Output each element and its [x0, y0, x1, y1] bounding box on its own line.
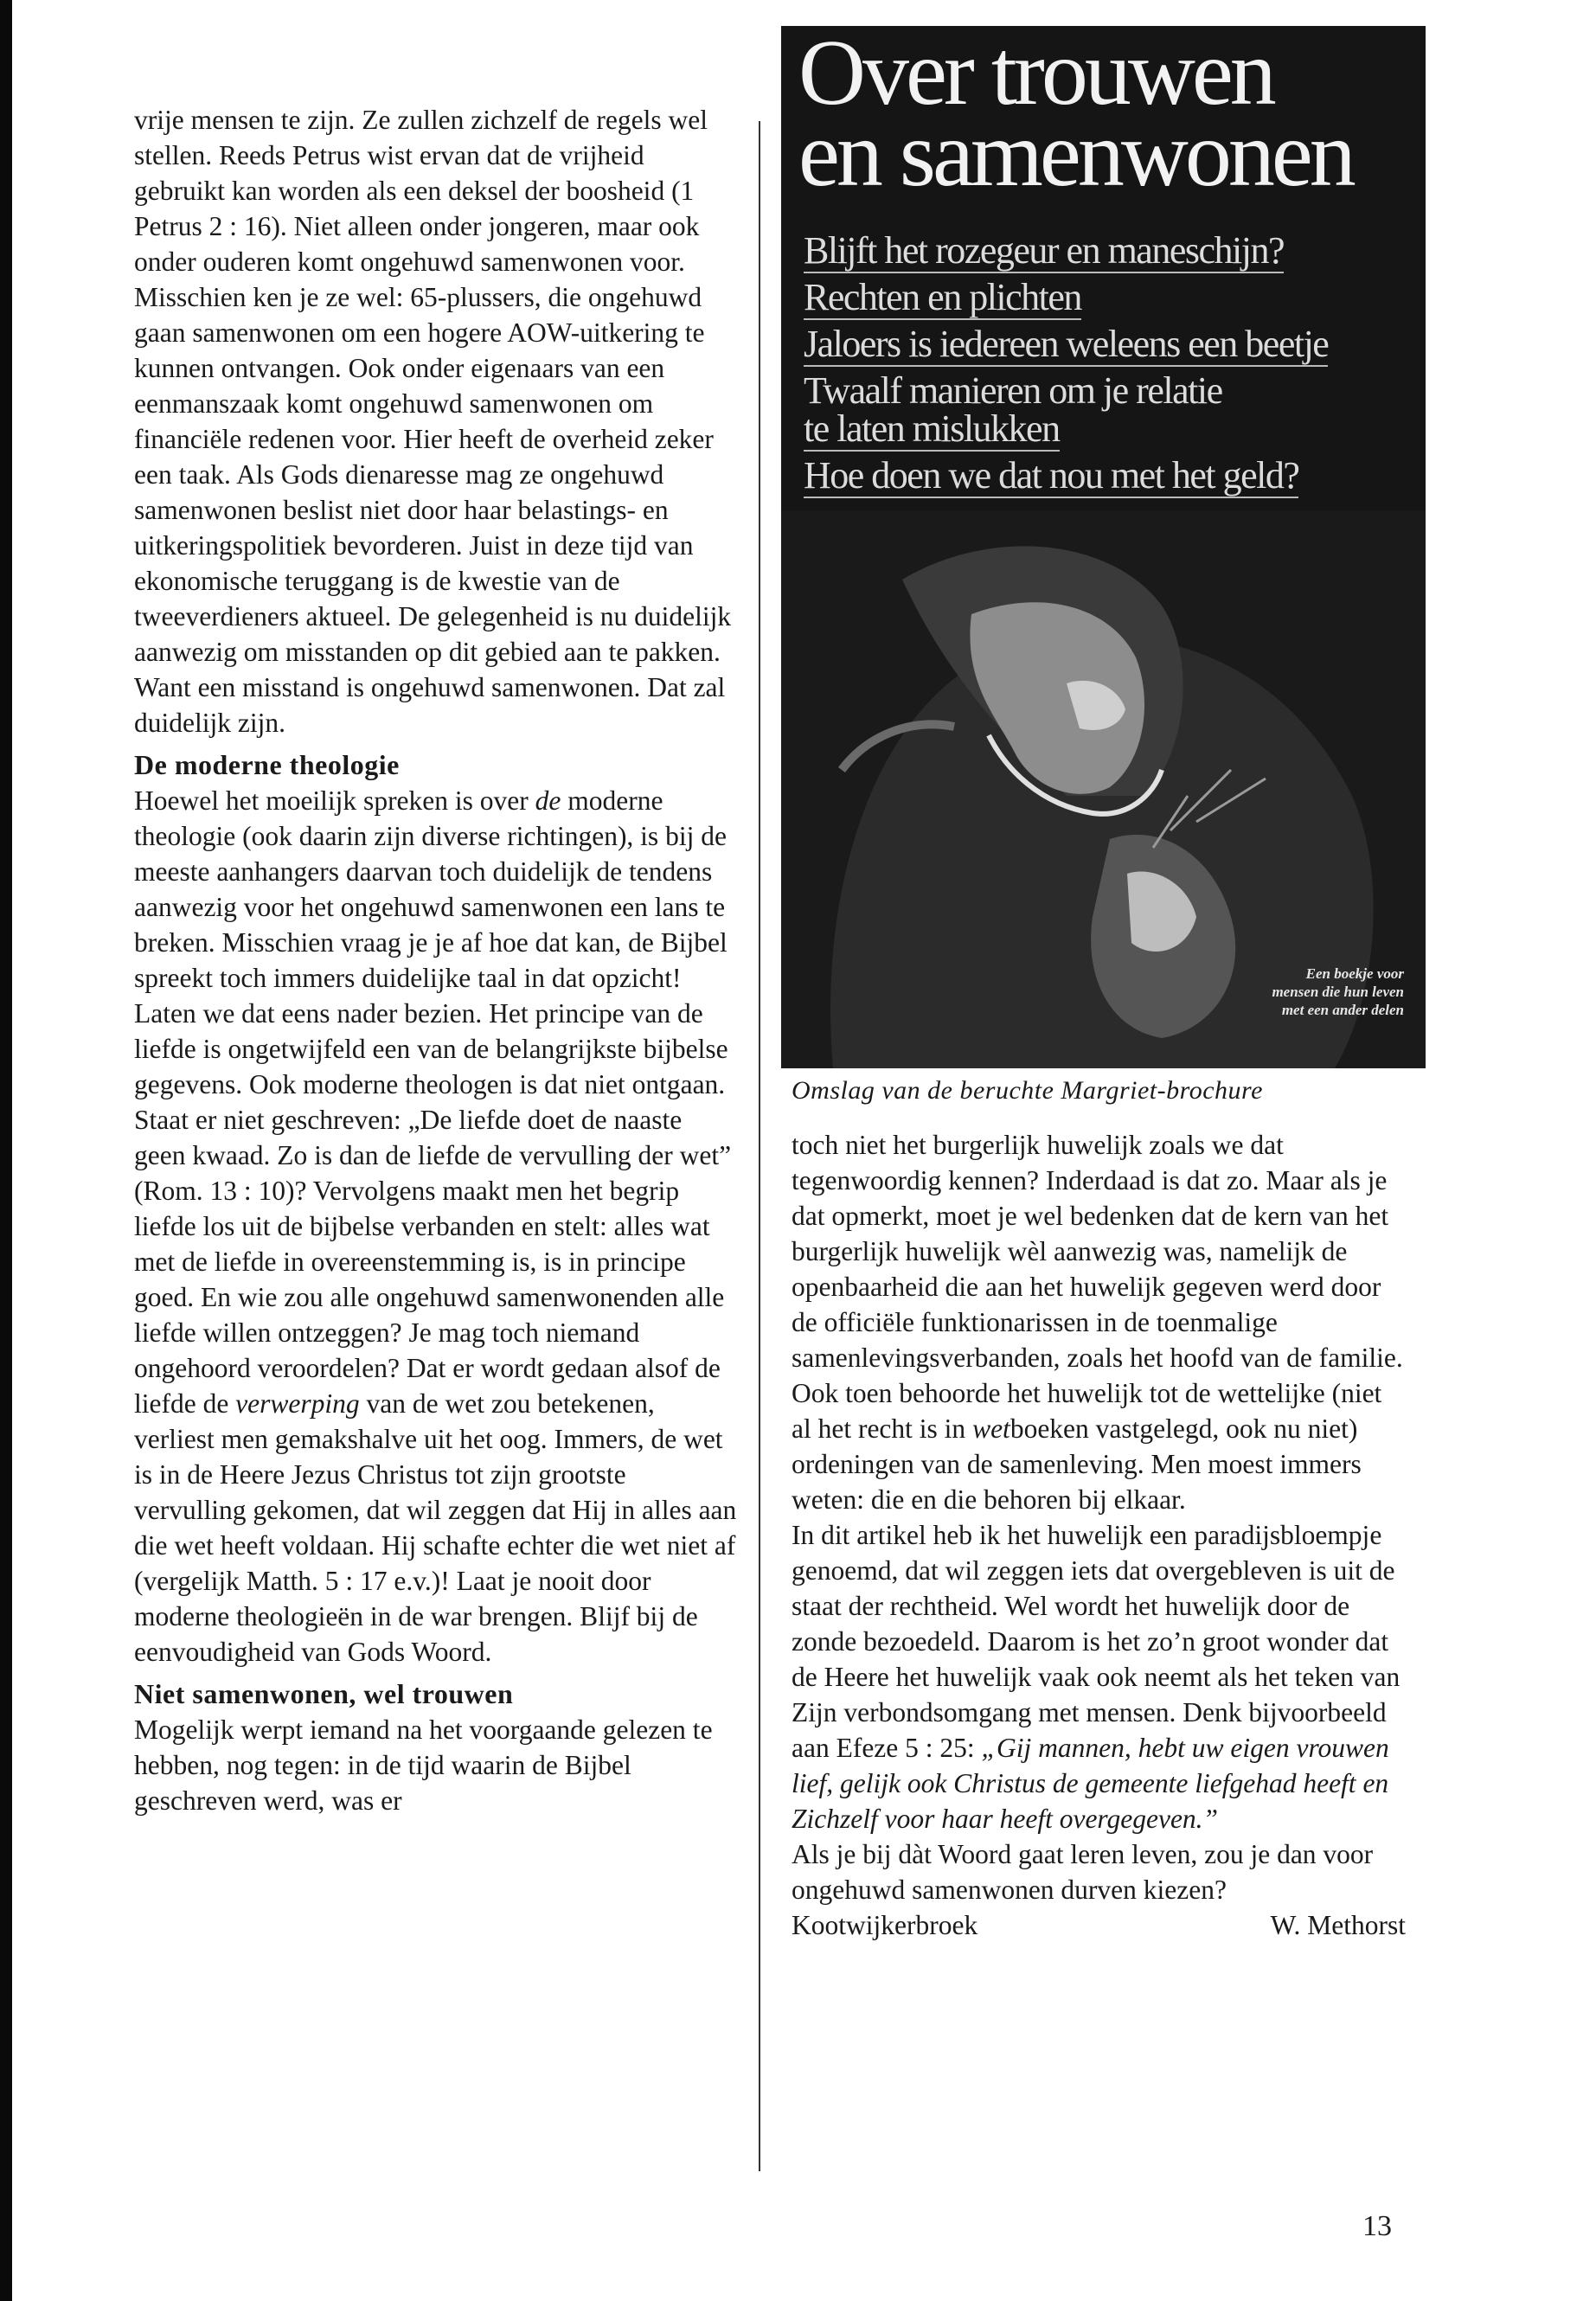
cover-subtitle: Hoe doen we dat nou met het geld?: [804, 454, 1299, 497]
cover-subtitle: Rechten en plichten: [804, 276, 1081, 318]
left-column: [134, 102, 740, 1818]
cover-subtitle: te laten mislukken: [804, 407, 1060, 450]
section-heading: De moderne theologie: [134, 749, 400, 780]
paragraph: vrije mensen te zijn. Ze zullen zichzelf de regels wel stellen. Reeds Petrus wist ervan dat de vrijheid gebruikt kan worden als een deksel der boosheid (1 Petrus 2 : 16). Niet alleen onder jongeren, maar ook onder ouderen komt ongehuwd samenwonen voor. Misschien ken je ze wel: 65-plussers, die ongehuwd gaan samenwonen om een hogere AOW-uitkering te kunnen ontvangen. Ook onder eigenaars van een eenmanszaak komt ongehuwd samenwonen om financiële redenen voor. Hier heeft de overheid zeker een taak. Als Gods dienaresse mag ze ongehuwd samenwonen beslist niet door haar belastings- en uitkeringspolitiek bevorderen. Juist in deze tijd van ekonomische teruggang is de kwestie van de tweeverdieners aktueel. De gelegenheid is nu duidelijk aanwezig om misstanden op dit gebied aan te pakken. Want een misstand is ongehuwd samenwonen. Dat zal duidelijk zijn.: [134, 105, 732, 738]
author-name: W. Methorst: [1270, 1910, 1406, 1940]
cover-title: Over trouwen en samenwonen: [798, 26, 1353, 206]
cover-subtitle: Jaloers is iedereen weleens een beetje: [804, 323, 1329, 365]
paragraph: Als je bij dàt Woord gaat leren leven, zou je dan voor ongehuwd samenwonen durven kiezen?: [792, 1839, 1374, 1905]
brochure-cover-image: [781, 26, 1426, 1068]
section-heading: Niet samenwonen, wel trouwen: [134, 1678, 514, 1709]
column-divider: [759, 121, 760, 2171]
cover-subtitle: Twaalf manieren om je relatie: [804, 369, 1222, 412]
paragraph: Mogelijk werpt iemand na het voorgaande gelezen te hebben, nog tegen: in de tijd waarin de Bijbel geschreven werd, was er: [134, 1715, 713, 1816]
signature-line: [792, 1907, 1406, 1943]
paragraph: In dit artikel heb ik het huwelijk een paradijsbloempje genoemd, dat wil zeggen iets dat overgebleven is uit de staat der rechtheid. Wel wordt het huwelijk door de zonde bezoedeld. Daarom is het zo’n groot wonder dat de Heere het huwelijk vaak ook neemt als het teken van Zijn verbondsomgang met mensen. Denk bijvoorbeeld aan Efeze 5 : 25: „Gij mannen, hebt uw eigen vrouwen lief, gelijk ook Christus de gemeente liefgehad heeft en Zichzelf voor haar heeft overgegeven.”: [792, 1520, 1401, 1834]
right-column: [792, 1127, 1406, 1943]
paragraph: Laten we dat eens nader bezien. Het principe van de liefde is ongetwijfeld een van de belangrijkste bijbelse gegevens. Ook moderne theologen is dat niet ontgaan. Staat er niet geschreven: „De liefde doet de naaste geen kwaad. Zo is dan de liefde de vervulling der wet” (Rom. 13 : 10)? Vervolgens maakt men het begrip liefde los uit de bijbelse verbanden en stelt: alles wat met de liefde in overeenstemming is, is in principe goed. En wie zou alle ongehuwd samenwonenden alle liefde willen ontzeggen? Je mag toch niemand ongehoord veroordelen? Dat er wordt gedaan alsof de liefde de verwerping van de wet zou betekenen, verliest men gemakshalve uit het oog. Immers, de wet is in de Heere Jezus Christus tot zijn grootste vervulling gekomen, dat wil zeggen dat Hij in alles aan die wet heeft voldaan. Hij schafte echter die wet niet af (vergelijk Matth. 5 : 17 e.v.)! Laat je nooit door moderne theologieën in de war brengen. Blijf bij de eenvoudigheid van Gods Woord.: [134, 998, 737, 1667]
paragraph: Hoewel het moeilijk spreken is over de moderne theologie (ook daarin zijn diverse richtingen), is bij de meeste aanhangers daarvan toch duidelijk de tendens aanwezig voor het ongehuwd samenwonen een lans te breken. Misschien vraag je je af hoe dat kan, de Bijbel spreekt toch immers duidelijke taal in dat opzicht!: [134, 785, 727, 993]
cover-tagline: Een boekje voor mensen die hun leven met een ander delen: [1272, 965, 1404, 1018]
page-number: 13: [1362, 2210, 1392, 2242]
cover-subtitle: Blijft het rozegeur en maneschijn?: [804, 229, 1284, 272]
place-name: Kootwijkerbroek: [792, 1910, 978, 1940]
scan-edge-bar: [0, 0, 12, 2301]
image-caption: Omslag van de beruchte Margriet-brochure: [792, 1076, 1263, 1105]
paragraph: toch niet het burgerlijk huwelijk zoals we dat tegenwoordig kennen? Inderdaad is dat zo. Maar als je dat opmerkt, moet je wel bedenken dat de kern van het burgerlijk huwelijk wèl aanwezig was, namelijk de openbaarheid die aan het huwelijk gegeven werd door de officiële funktionarissen in de toenmalige samenlevingsverbanden, zoals het hoofd van de familie. Ook toen behoorde het huwelijk tot de wettelijke (niet al het recht is in wetboeken vastgelegd, ook nu niet) ordeningen van de samenleving. Men moest immers weten: die en die behoren bij elkaar.: [792, 1130, 1403, 1515]
